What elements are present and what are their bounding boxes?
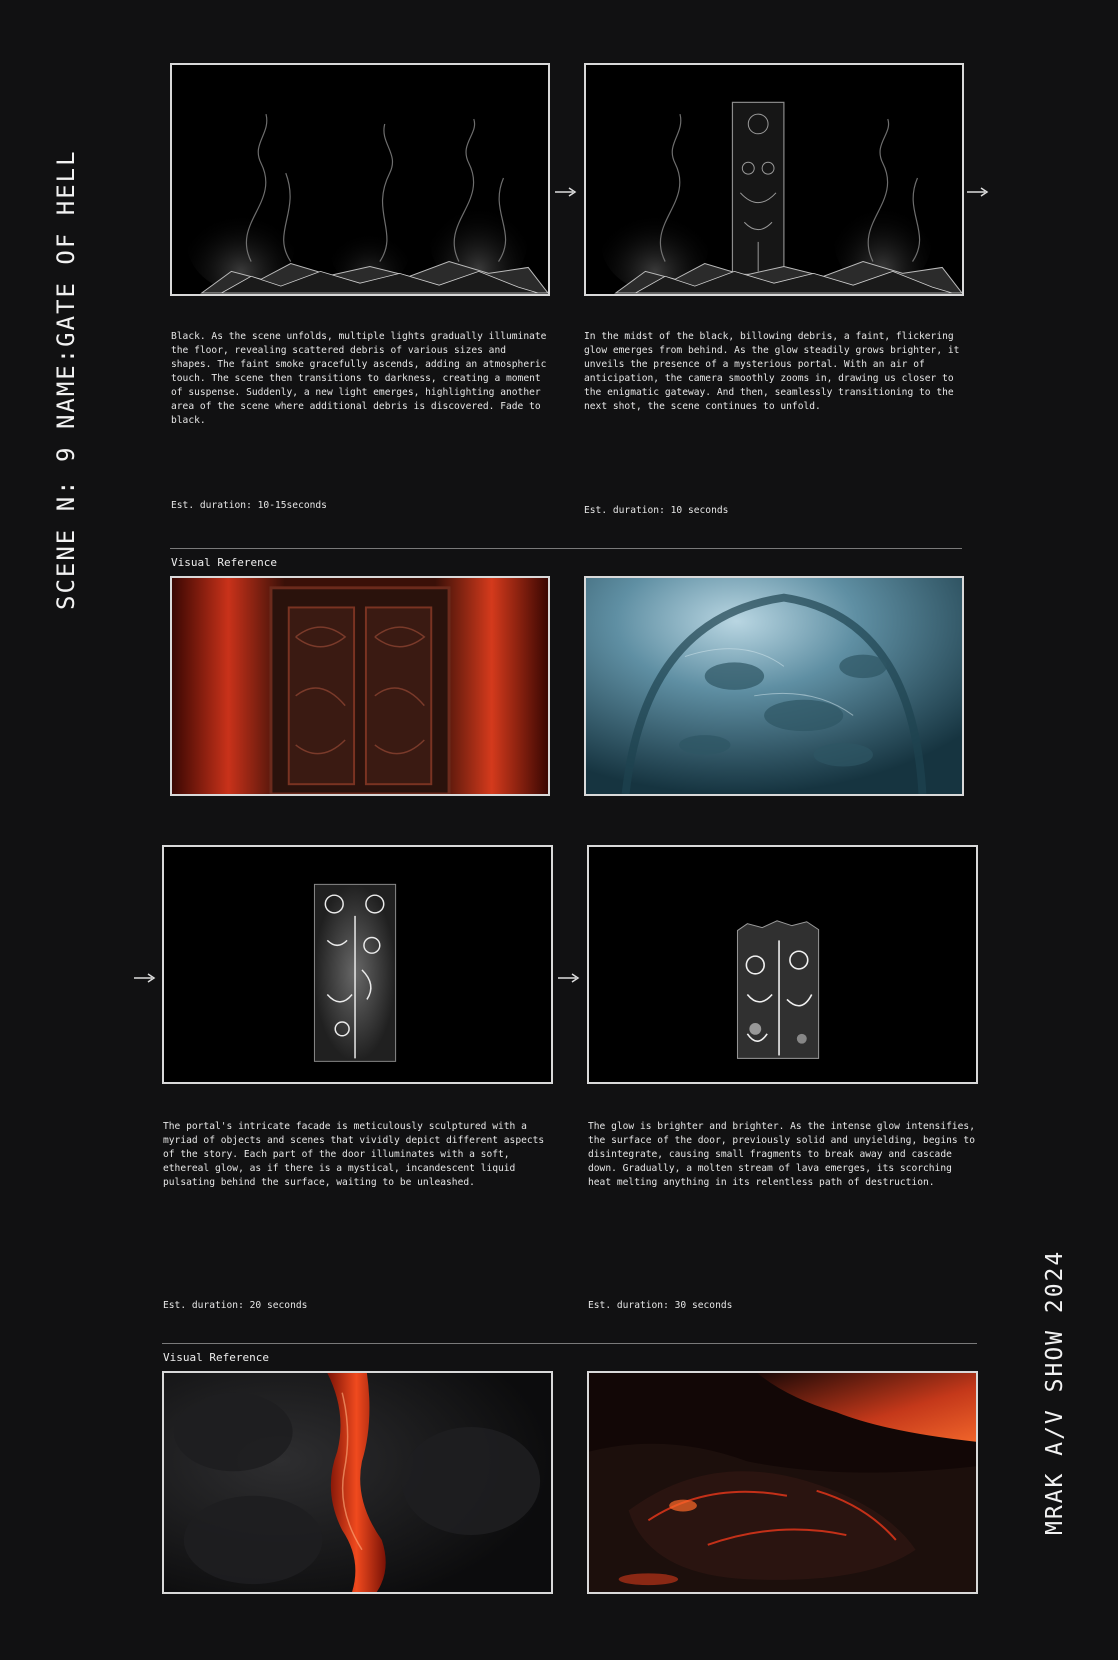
- arrow-right-icon: [558, 973, 580, 983]
- visual-reference-label: Visual Reference: [163, 1351, 269, 1364]
- reference-image-red-gate: [170, 576, 550, 796]
- reference-image-lava-stream: [162, 1371, 553, 1594]
- storyboard-frame-portal-glow: [162, 845, 553, 1084]
- arrow-right-icon: [134, 973, 156, 983]
- reference-image-lava-rock: [587, 1371, 978, 1594]
- arrow-right-icon: [967, 187, 989, 197]
- section-divider: [162, 1343, 977, 1344]
- shot-duration: Est. duration: 10 seconds: [584, 505, 729, 516]
- show-title: MRAK A/V SHOW 2024: [1042, 1249, 1068, 1535]
- arrow-right-icon: [555, 187, 577, 197]
- shot-duration: Est. duration: 10-15seconds: [171, 500, 327, 511]
- visual-reference-label: Visual Reference: [171, 556, 277, 569]
- shot-description: The portal's intricate facade is meticulously sculptured with a myriad of objects and scenes that vividly depict different aspects of the story. Each part of the door illuminates with a soft, ethereal glow, as if there is a mystical, incandescent liquid pulsating behind the surface, waiting to be unleashed.: [163, 1121, 545, 1188]
- section-divider: [170, 548, 962, 549]
- storyboard-frame-door-disintegrates: [587, 845, 978, 1084]
- shot-duration: Est. duration: 20 seconds: [163, 1300, 308, 1311]
- shot-description: In the midst of the black, billowing debris, a faint, flickering glow emerges from behind. As the glow steadily grows brighter, it unveils the presence of a mysterious portal. With an air of anticipation, the camera smoothly zooms in, drawing us closer to the enigmatic gateway. And then, seamlessly transitioning to the next shot, the scene continues to unfold.: [584, 331, 960, 412]
- shot-description: The glow is brighter and brighter. As the intense glow intensifies, the surface of the door, previously solid and unyielding, begins to disintegrate, causing small fragments to break away and cascade down. Gradually, a molten stream of lava emerges, its scorching heat melting anything in its relentless path of destruction.: [588, 1121, 975, 1188]
- shot-duration: Est. duration: 30 seconds: [588, 1300, 733, 1311]
- storyboard-frame-portal-emerges: [584, 63, 964, 296]
- storyboard-frame-smoke-debris: [170, 63, 550, 296]
- reference-image-blue-relief: [584, 576, 964, 796]
- scene-title: SCENE N: 9 NAME:GATE OF HELL: [52, 149, 80, 610]
- shot-description: Black. As the scene unfolds, multiple lights gradually illuminate the floor, revealing scattered debris of various sizes and shapes. The faint smoke gracefully ascends, adding an atmospheric touch. The scene then transitions to darkness, creating a moment of suspense. Suddenly, a new light emerges, highlighting another area of the scene where additional debris is discovered. Fade to black.: [171, 331, 547, 426]
